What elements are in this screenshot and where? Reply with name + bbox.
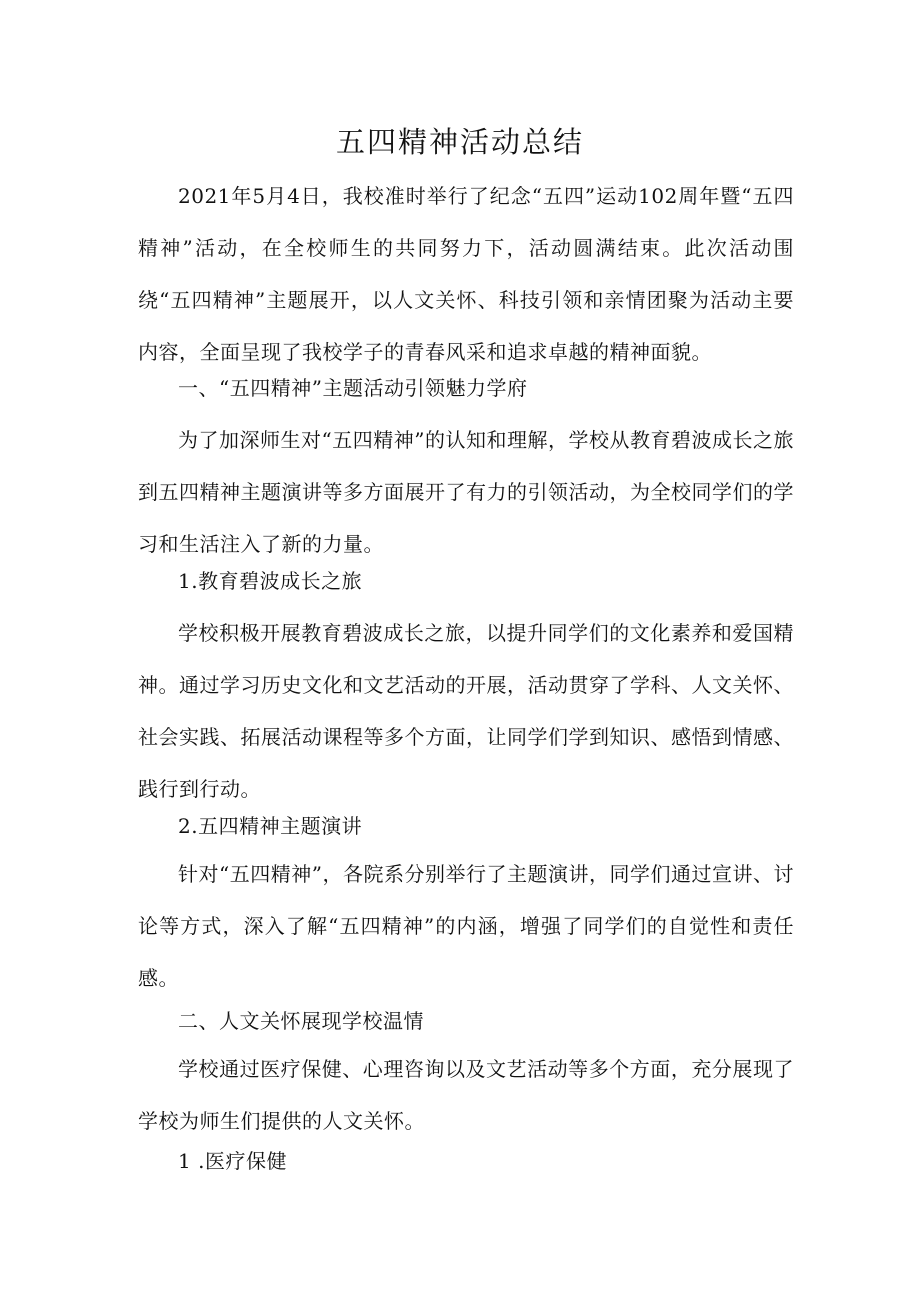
section1-sub2-heading: 2.五四精神主题演讲	[178, 814, 363, 838]
section1-heading: 一、“五四精神”主题活动引领魅力学府	[178, 376, 528, 400]
section1-paragraph: 为了加深师生对“五四精神”的认知和理解，学校从教育碧波成长之旅到五四精神主题演讲等多方面展开了有力的引领活动，为全校同学们的学习和生活注入了新的力量。	[138, 428, 794, 556]
section2-paragraph: 学校通过医疗保健、心理咨询以及文艺活动等多个方面，充分展现了学校为师生们提供的人文关怀。	[138, 1057, 794, 1133]
document-title: 五四精神活动总结	[335, 125, 584, 159]
section2-heading: 二、人文关怀展现学校温情	[178, 1009, 424, 1033]
section1-sub1-paragraph: 学校积极开展教育碧波成长之旅，以提升同学们的文化素养和爱国精神。通过学习历史文化和文艺活动的开展，活动贯穿了学科、人文关怀、社会实践、拓展活动课程等多个方面，让同学们学到知识、感悟到情感、践行到行动。	[138, 621, 794, 801]
section1-sub2-paragraph: 针对“五四精神”，各院系分别举行了主题演讲，同学们通过宣讲、讨论等方式，深入了解“五四精神”的内涵，增强了同学们的自觉性和责任感。	[138, 862, 794, 990]
intro-paragraph: 2021年5月4日，我校准时举行了纪念“五四”运动102周年暨“五四精神”活动，在全校师生的共同努力下，活动圆满结束。此次活动围绕“五四精神”主题展开，以人文关怀、科技引领和亲情团聚为活动主要内容，全面呈现了我校学子的青春风采和追求卓越的精神面貌。	[138, 184, 794, 364]
section1-sub1-heading: 1.教育碧波成长之旅	[178, 569, 363, 593]
section2-sub1-heading: 1 .医疗保健	[178, 1149, 287, 1173]
